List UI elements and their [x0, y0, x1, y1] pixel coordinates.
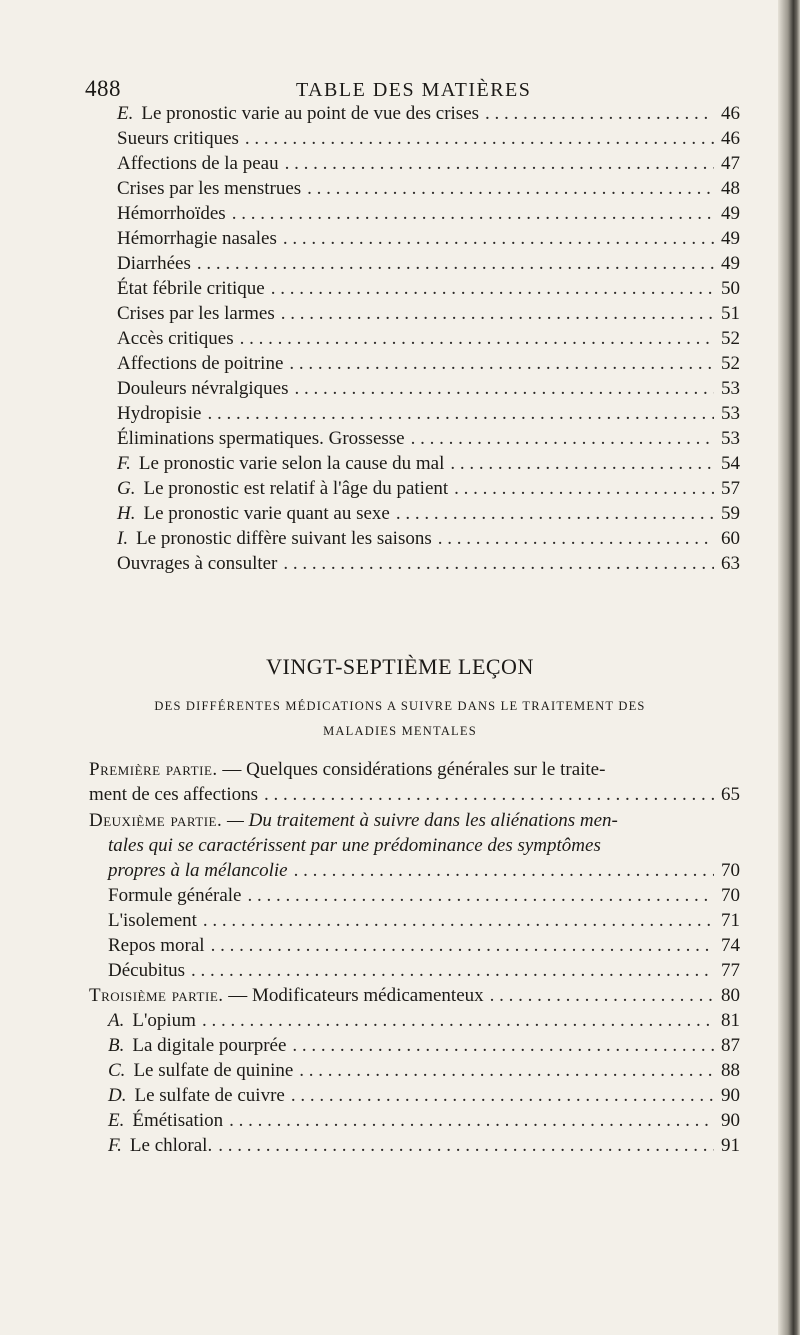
entry-page: 52: [721, 353, 740, 374]
running-head: TABLE DES MATIÈRES: [296, 79, 532, 101]
toc-entry: [117, 201, 740, 226]
toc-entry: [108, 1058, 740, 1083]
toc-entry: [117, 126, 740, 151]
entry-page: 80: [721, 985, 740, 1006]
chapter-subtitle: DES DIFFÉRENTES MÉDICATIONS A SUIVRE DANS LE TRAITEMENT DES: [154, 699, 646, 713]
toc-entry: [89, 782, 740, 807]
entry-page: 51: [721, 303, 740, 324]
entry-text: Repos moral: [108, 935, 205, 956]
toc-entry: [108, 858, 740, 883]
toc-entry: [108, 1108, 740, 1133]
entry-page: 52: [721, 328, 740, 349]
entry-letter: H.: [117, 503, 136, 524]
toc-entry: [117, 426, 740, 451]
entry-page: 90: [721, 1110, 740, 1131]
toc-entry-part-three: [89, 983, 740, 1008]
entry-text: La digitale pourprée: [132, 1035, 287, 1056]
entry-text: Le sulfate de quinine: [133, 1060, 294, 1081]
toc-entry: [117, 476, 740, 501]
part-text: — Du traitement à suivre dans les aliénations men-: [226, 810, 618, 831]
entry-page: 90: [721, 1085, 740, 1106]
toc-entry: [117, 526, 740, 551]
entry-page: 54: [721, 453, 740, 474]
part-text: tales qui se caractérissent par une prédominance des symptômes: [108, 835, 601, 856]
entry-text: Hémorrhoïdes: [117, 203, 226, 224]
toc-entry: [117, 326, 740, 351]
entry-text: Le sulfate de cuivre: [134, 1085, 285, 1106]
entry-text: Émétisation: [132, 1110, 224, 1131]
entry-page: 91: [721, 1135, 740, 1156]
entry-text: Crises par les larmes: [117, 303, 275, 324]
entry-page: 49: [721, 228, 740, 249]
entry-text: Accès critiques: [117, 328, 234, 349]
entry-page: 59: [721, 503, 740, 524]
entry-page: 50: [721, 278, 740, 299]
entry-page: 63: [721, 553, 740, 574]
entry-page: 88: [721, 1060, 740, 1081]
entry-letter: I.: [117, 528, 129, 549]
entry-page: 46: [721, 128, 740, 149]
entry-text: Le chloral.: [129, 1135, 213, 1156]
entry-text: propres à la mélancolie: [108, 860, 288, 881]
entry-text: Éliminations spermatiques. Grossesse: [117, 428, 405, 449]
toc-entry: [117, 351, 740, 376]
entry-letter: D.: [108, 1085, 127, 1106]
entry-page: 46: [721, 103, 740, 124]
entry-page: 53: [721, 403, 740, 424]
entry-letter: E.: [117, 103, 134, 124]
entry-text: L'opium: [132, 1010, 196, 1031]
entry-page: 70: [721, 885, 740, 906]
toc-entry: [117, 151, 740, 176]
toc-entry: [108, 1133, 740, 1158]
entry-page: 74: [721, 935, 740, 956]
part-label: Troisième partie.: [89, 985, 224, 1006]
entry-letter: E.: [108, 1110, 125, 1131]
entry-text: Ouvrages à consulter: [117, 553, 278, 574]
entry-page: 57: [721, 478, 740, 499]
entry-page: 49: [721, 203, 740, 224]
part-label: Deuxième partie.: [89, 810, 223, 831]
part-two: [89, 808, 737, 858]
entry-page: 71: [721, 910, 740, 931]
toc-entry: [117, 376, 740, 401]
entry-text: L'isolement: [108, 910, 197, 931]
entry-page: 53: [721, 378, 740, 399]
entry-letter: G.: [117, 478, 136, 499]
entry-page: 53: [721, 428, 740, 449]
entry-text: Sueurs critiques: [117, 128, 239, 149]
toc-entry: [108, 883, 740, 908]
entry-text: Le pronostic varie au point de vue des crises: [141, 103, 480, 124]
entry-page: 65: [721, 784, 740, 805]
entry-text: Décubitus: [108, 960, 186, 981]
entry-text: Crises par les menstrues: [117, 178, 302, 199]
toc-entry: [108, 933, 740, 958]
page-number: 488: [85, 76, 121, 101]
chapter-title: VINGT-SEPTIÈME LEÇON: [266, 654, 534, 679]
entry-text: Douleurs névralgiques: [117, 378, 289, 399]
entry-text: État fébrile critique: [117, 278, 265, 299]
entry-page: 77: [721, 960, 740, 981]
entry-text: Le pronostic varie selon la cause du mal: [138, 453, 445, 474]
entry-page: 70: [721, 860, 740, 881]
entry-page: 87: [721, 1035, 740, 1056]
entry-text: Formule générale: [108, 885, 242, 906]
entry-text: Le pronostic varie quant au sexe: [143, 503, 390, 524]
entry-text: Diarrhées: [117, 253, 191, 274]
toc-entry: [108, 958, 740, 983]
entry-page: 47: [721, 153, 740, 174]
part-text: — Quelques considérations générales sur le traite-: [222, 759, 606, 780]
toc-entry: [117, 101, 740, 126]
entry-page: 60: [721, 528, 740, 549]
part-label: Première partie.: [89, 759, 218, 780]
entry-page: 49: [721, 253, 740, 274]
entry-letter: F.: [108, 1135, 122, 1156]
toc-entry: [117, 551, 740, 576]
toc-entry: [117, 226, 740, 251]
toc-entry: [108, 1083, 740, 1108]
entry-text: Affections de poitrine: [117, 353, 284, 374]
entry-letter: C.: [108, 1060, 126, 1081]
entry-page: 81: [721, 1010, 740, 1031]
entry-text: Hydropisie: [117, 403, 202, 424]
toc-entry: [117, 276, 740, 301]
entry-text: Le pronostic diffère suivant les saisons: [136, 528, 432, 549]
chapter-subtitle: MALADIES MENTALES: [323, 724, 477, 738]
toc-entry: [117, 401, 740, 426]
entry-letter: A.: [108, 1010, 125, 1031]
entry-page: 48: [721, 178, 740, 199]
toc-entry: [108, 908, 740, 933]
toc-entry: [108, 1008, 740, 1033]
toc-entry: [117, 501, 740, 526]
entry-letter: F.: [117, 453, 131, 474]
entry-text: Le pronostic est relatif à l'âge du patient: [143, 478, 449, 499]
toc-entry: [117, 301, 740, 326]
toc-entry: [117, 176, 740, 201]
entry-letter: B.: [108, 1035, 125, 1056]
toc-entry: [108, 1033, 740, 1058]
toc-entry: [117, 251, 740, 276]
toc-entry: [117, 451, 740, 476]
part-text: — Modificateurs médicamenteux: [228, 985, 484, 1006]
entry-text: Hémorrhagie nasales: [117, 228, 277, 249]
entry-text: ment de ces affections: [89, 784, 258, 805]
part-one: [89, 757, 737, 782]
entry-text: Affections de la peau: [117, 153, 279, 174]
